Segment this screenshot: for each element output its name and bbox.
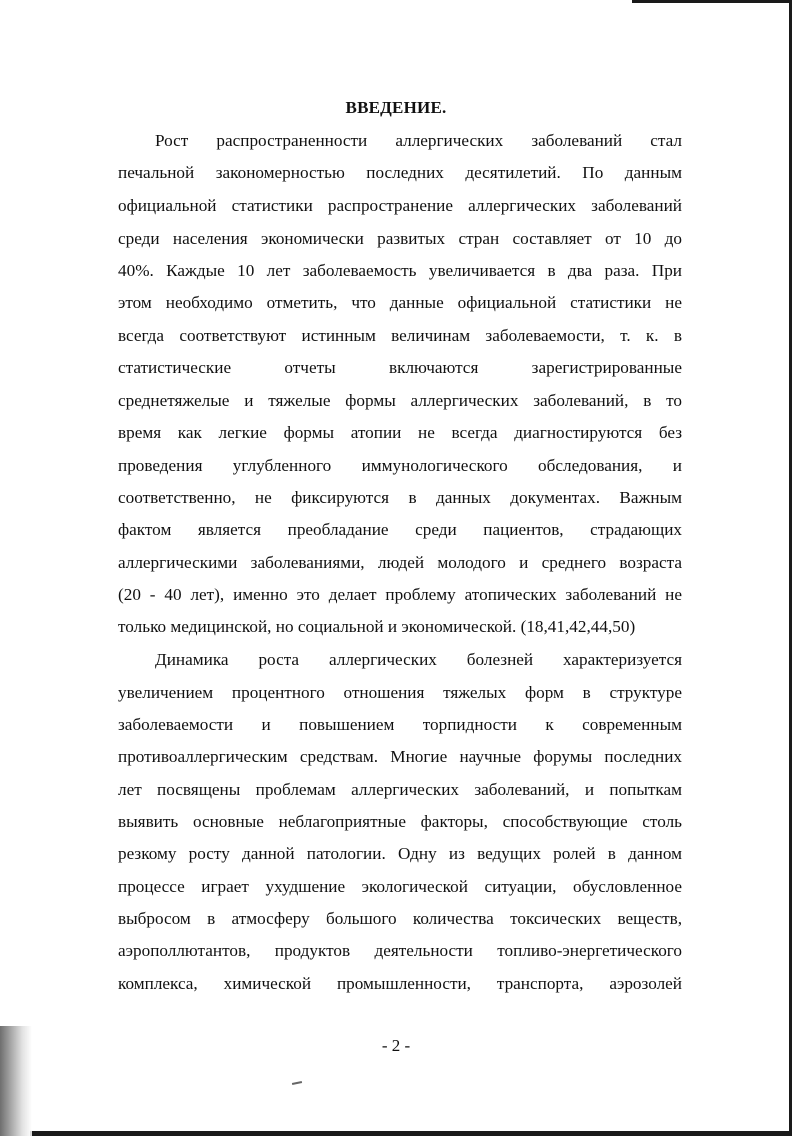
text-line: только медицинской, но социальной и экономической. (18,41,42,44,50) [118, 617, 636, 636]
text-line: противоаллергическим средствам. Многие научные форумы последних [118, 747, 682, 766]
text-line: выбросом в атмосферу большого количества токсических веществ, [118, 909, 682, 928]
page-title: ВВЕДЕНИЕ. [345, 98, 447, 117]
scan-speck [292, 1081, 302, 1085]
text-line: время как легкие формы атопии не всегда диагностируются без [118, 423, 682, 442]
text-line: резкому росту данной патологии. Одну из ведущих ролей в данном [118, 844, 682, 863]
text-line: (20 - 40 лет), именно это делает проблему атопических заболеваний не [118, 585, 682, 604]
text-line: Рост распространенности аллергических заболеваний стал [155, 131, 682, 150]
text-line: статистические отчеты включаются зарегистрированные [118, 358, 682, 377]
text-line: Динамика роста аллергических болезней характеризуется [155, 650, 682, 669]
text-line: фактом является преобладание среди пациентов, страдающих [118, 520, 682, 539]
text-line: среди населения экономически развитых стран составляет от 10 до [118, 229, 682, 248]
scan-edge-top [632, 0, 792, 3]
text-line: комплекса, химической промышленности, транспорта, аэрозолей [118, 974, 682, 993]
text-line: 40%. Каждые 10 лет заболеваемость увеличивается в два раза. При [118, 261, 682, 280]
text-line: печальной закономерностью последних десятилетий. По данным [118, 163, 682, 182]
text-line: проведения углубленного иммунологического обследования, и [118, 456, 682, 475]
text-line: среднетяжелые и тяжелые формы аллергических заболеваний, в то [118, 391, 682, 410]
text-line: лет посвящены проблемам аллергических заболеваний, и попыткам [118, 780, 682, 799]
text-line: аллергическими заболеваниями, людей молодого и среднего возраста [118, 553, 682, 572]
text-line: официальной статистики распространение аллергических заболеваний [118, 196, 682, 215]
page-number: - 2 - [381, 1036, 411, 1055]
text-line: соответственно, не фиксируются в данных документах. Важным [118, 488, 682, 507]
text-line: заболеваемости и повышением торпидности к современным [118, 715, 682, 734]
text-line: процессе играет ухудшение экологической ситуации, обусловленное [118, 877, 682, 896]
text-line: всегда соответствуют истинным величинам заболеваемости, т. к. в [118, 326, 682, 345]
text-line: аэрополлютантов, продуктов деятельности топливо-энергетического [118, 941, 682, 960]
scan-edge-bottom [30, 1131, 792, 1136]
text-line: выявить основные неблагоприятные факторы, способствующие столь [118, 812, 682, 831]
text-line: увеличением процентного отношения тяжелых форм в структуре [118, 683, 682, 702]
text-line: этом необходимо отметить, что данные официальной статистики не [118, 293, 682, 312]
